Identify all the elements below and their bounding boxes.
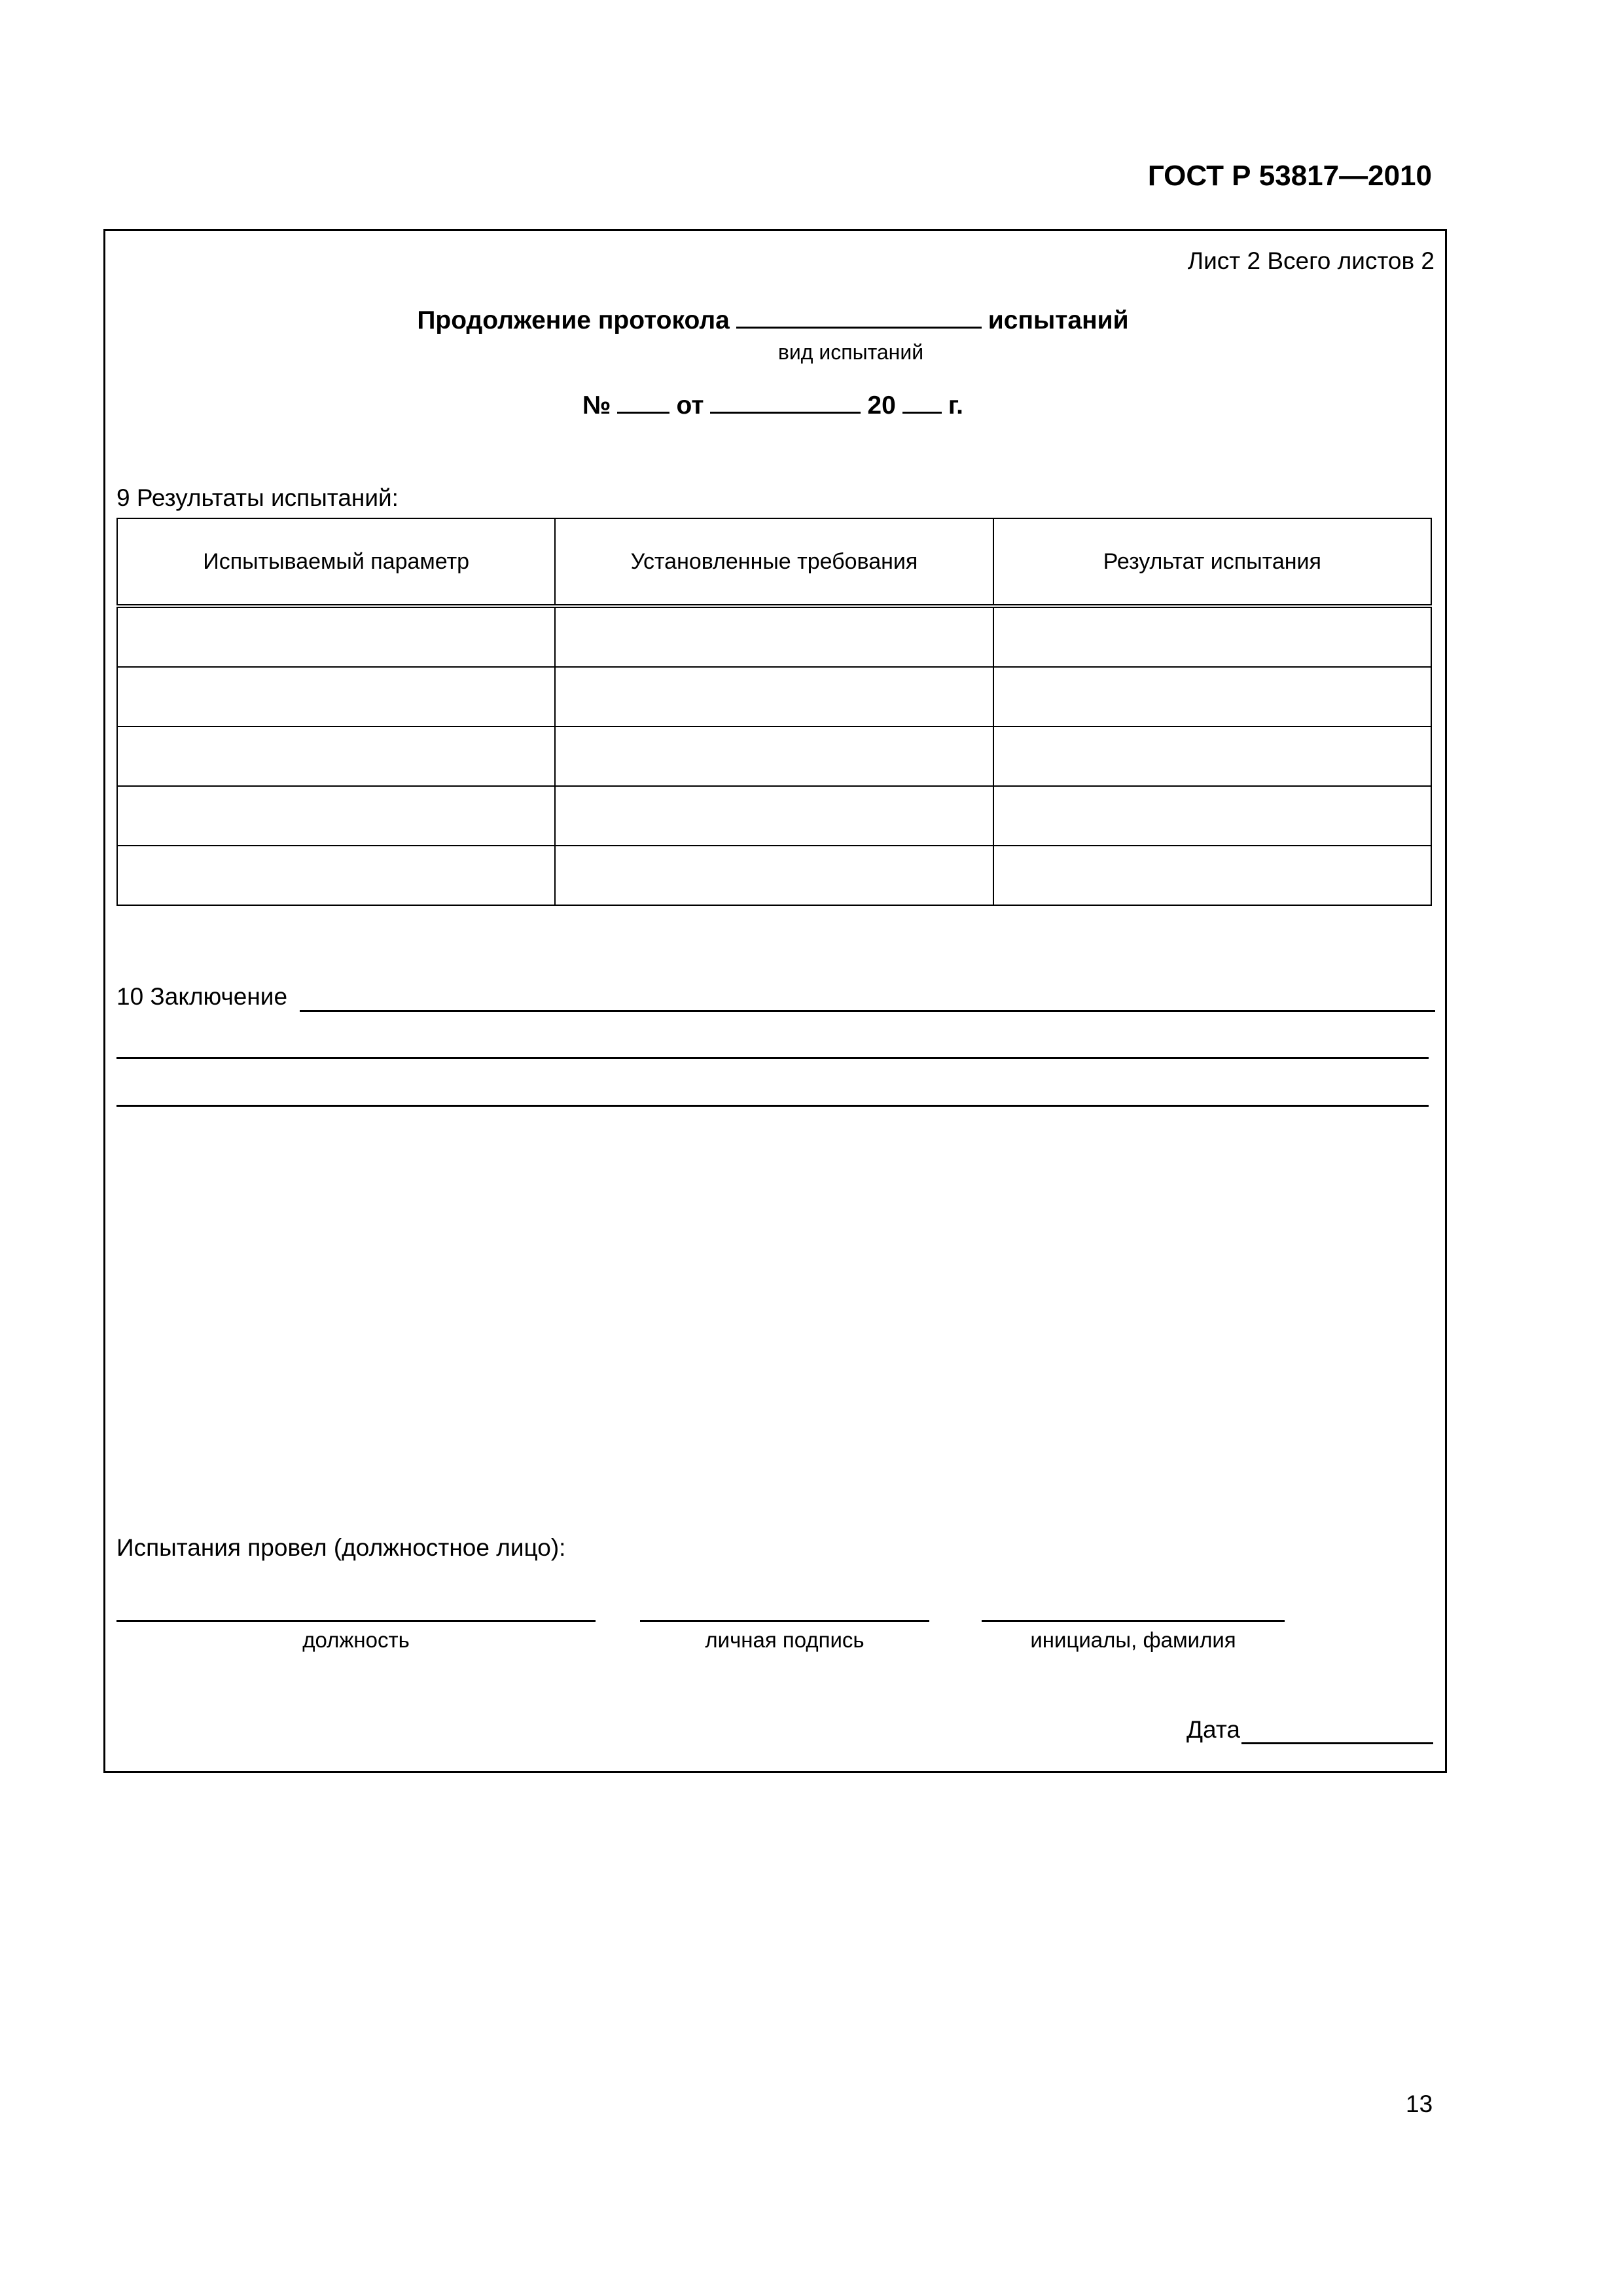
table-cell[interactable] <box>555 606 993 667</box>
number-blank[interactable] <box>617 411 669 414</box>
year-suffix: г. <box>948 391 963 420</box>
table-cell[interactable] <box>117 726 555 786</box>
table-cell[interactable] <box>993 786 1431 846</box>
table-cell[interactable] <box>117 667 555 726</box>
protocol-title-prefix: Продолжение протокола <box>417 306 730 334</box>
test-type-blank[interactable] <box>736 326 982 329</box>
page-number: 13 <box>1406 2090 1433 2117</box>
conclusion-line-3[interactable] <box>116 1105 1429 1107</box>
table-row <box>117 606 1431 667</box>
conclusion-label: 10 Заключение <box>116 983 288 1010</box>
position-caption: должность <box>302 1628 410 1652</box>
results-heading: 9 Результаты испытаний: <box>116 484 399 511</box>
protocol-title <box>0 306 1546 335</box>
number-sign: № <box>582 391 611 420</box>
conclusion-line-1[interactable] <box>300 1010 1435 1012</box>
column-header-parameter: Испытываемый параметр <box>117 518 555 606</box>
sheet-info: Лист 2 Всего листов 2 <box>1187 247 1435 274</box>
protocol-number-line <box>0 391 1546 420</box>
results-table <box>116 518 1432 906</box>
table-row <box>117 667 1431 726</box>
name-caption: инициалы, фамилия <box>1030 1628 1236 1652</box>
table-cell[interactable] <box>555 846 993 905</box>
table-cell[interactable] <box>993 726 1431 786</box>
table-cell[interactable] <box>993 606 1431 667</box>
table-cell[interactable] <box>993 846 1431 905</box>
position-line[interactable] <box>116 1620 596 1622</box>
table-cell[interactable] <box>555 667 993 726</box>
name-line[interactable] <box>982 1620 1285 1622</box>
table-row <box>117 846 1431 905</box>
date-label: Дата <box>1186 1716 1240 1743</box>
table-header-row <box>117 518 1431 606</box>
column-header-result: Результат испытания <box>993 518 1431 606</box>
table-cell[interactable] <box>117 786 555 846</box>
date-line[interactable] <box>1241 1742 1433 1744</box>
table-cell[interactable] <box>117 606 555 667</box>
date-blank[interactable] <box>710 411 861 414</box>
table-cell[interactable] <box>555 786 993 846</box>
document-code: ГОСТ Р 53817—2010 <box>1147 160 1432 192</box>
conclusion-line-2[interactable] <box>116 1057 1429 1059</box>
tested-by-label: Испытания провел (должностное лицо): <box>116 1534 566 1561</box>
table-cell[interactable] <box>117 846 555 905</box>
table-row <box>117 786 1431 846</box>
protocol-title-suffix: испытаний <box>988 306 1129 334</box>
signature-caption: личная подпись <box>705 1628 865 1652</box>
column-header-requirements: Установленные требования <box>555 518 993 606</box>
from-label: от <box>676 391 704 420</box>
test-type-caption: вид испытаний <box>777 340 924 364</box>
table-cell[interactable] <box>555 726 993 786</box>
year-prefix: 20 <box>867 391 896 420</box>
signature-line[interactable] <box>640 1620 929 1622</box>
table-cell[interactable] <box>993 667 1431 726</box>
year-blank[interactable] <box>902 411 942 414</box>
table-row <box>117 726 1431 786</box>
